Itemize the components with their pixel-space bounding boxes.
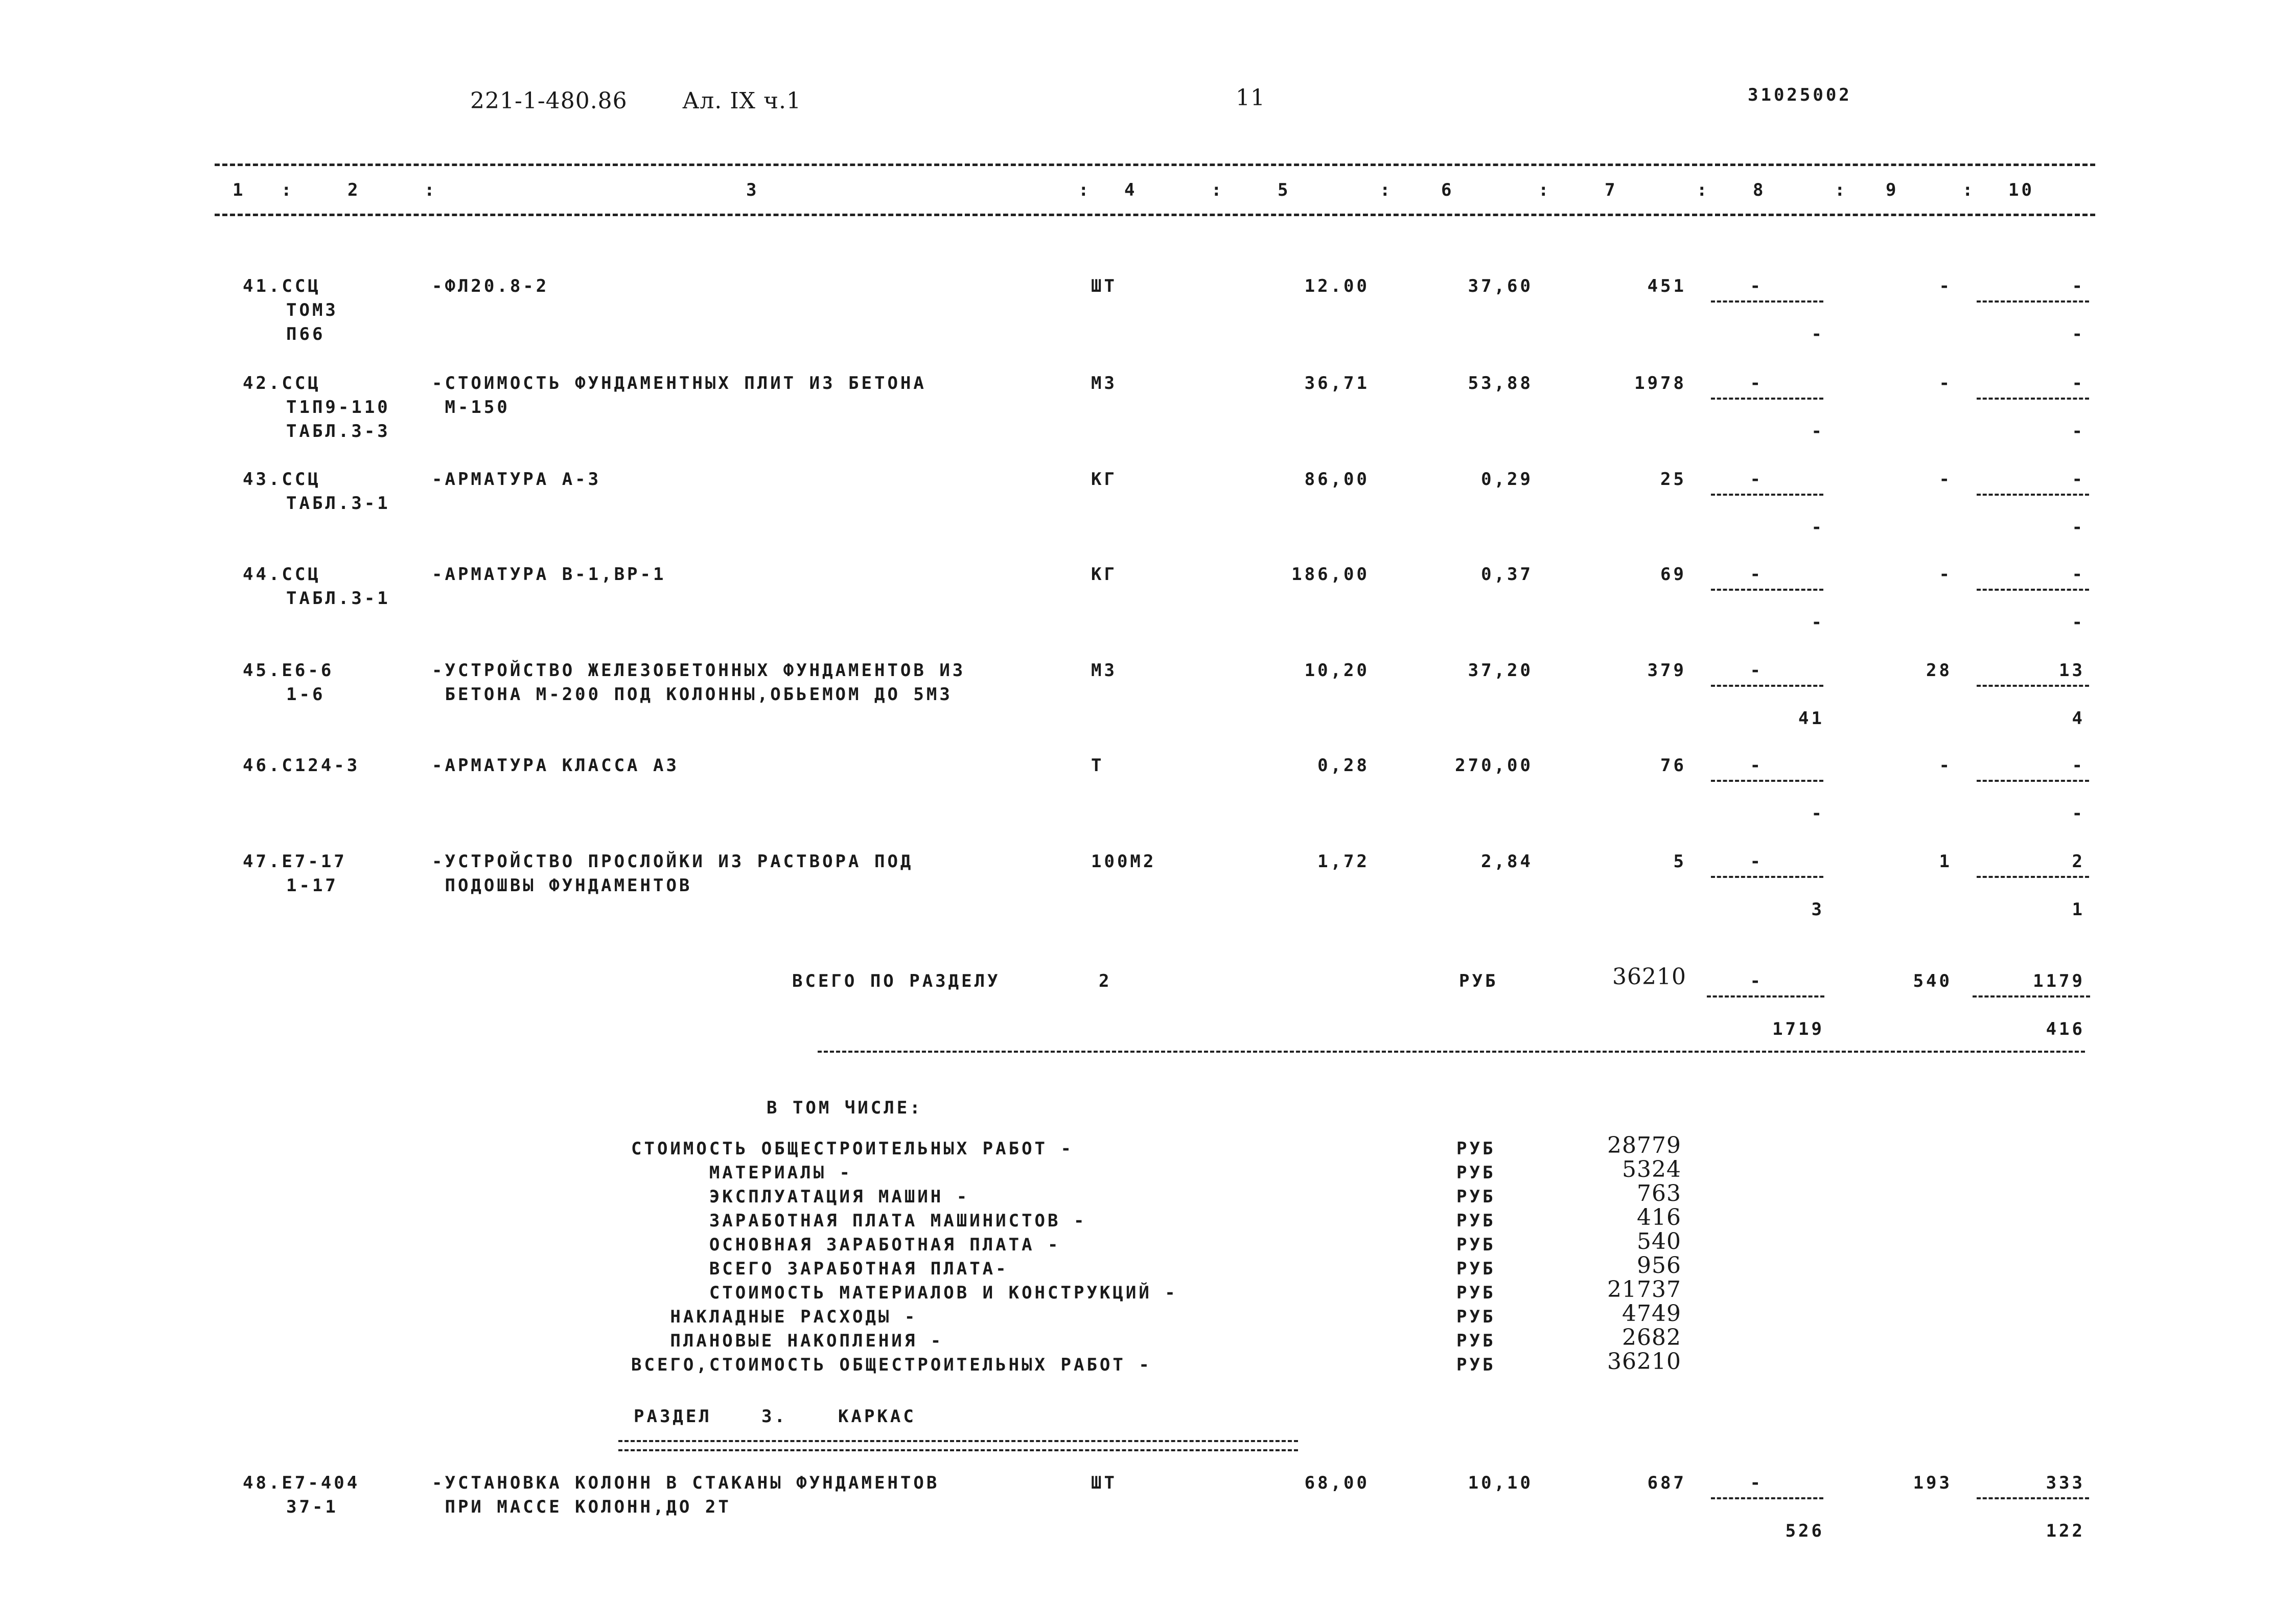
column-number: 5	[1278, 180, 1291, 200]
breakdown-value: 36210	[1607, 1349, 1681, 1375]
row-47-unit-price: 2,84	[1481, 851, 1533, 872]
row-41-col10-top: -	[2072, 276, 2085, 296]
row-47-col10-top: 2	[2072, 851, 2085, 872]
row-44-total: 69	[1660, 564, 1686, 585]
row-47-quantity: 1,72	[1317, 851, 1370, 872]
row-46-col9: -	[1939, 755, 1952, 776]
row-43-code: 43.ССЦ	[243, 469, 321, 490]
column-separator: :	[1380, 180, 1393, 200]
row-48-col10-top: 333	[2046, 1473, 2085, 1493]
breakdown-value: 4749	[1622, 1301, 1681, 1327]
section3-title: КАРКАС	[838, 1406, 916, 1427]
section-total-col10-top: 1179	[2033, 971, 2085, 991]
row-44-col10-bottom: -	[2072, 612, 2085, 633]
row-45-unit-price: 37,20	[1468, 660, 1533, 681]
column-number: 8	[1753, 180, 1766, 200]
row-41-col9: -	[1939, 276, 1952, 296]
row-45-col8-bottom: 41	[1798, 708, 1824, 729]
row-48-unit: ШТ	[1091, 1473, 1117, 1493]
breakdown-unit: РУБ	[1456, 1187, 1496, 1207]
row-48-col8-rule	[1711, 1497, 1823, 1499]
row-46-col8-bottom: -	[1811, 803, 1824, 824]
row-46-unit: Т	[1091, 755, 1104, 776]
column-separator: :	[281, 180, 294, 200]
row-47-col8-top: -	[1750, 851, 1763, 872]
row-43-quantity: 86,00	[1304, 469, 1370, 490]
row-48-col10-bottom: 122	[2046, 1521, 2085, 1541]
row-43-total: 25	[1660, 469, 1686, 490]
row-42-unit-price: 53,88	[1468, 373, 1533, 393]
row-42-col8-rule	[1711, 398, 1823, 400]
row-48-quantity: 68,00	[1304, 1473, 1370, 1493]
breakdown-unit: РУБ	[1456, 1307, 1496, 1327]
row-46-quantity: 0,28	[1317, 755, 1370, 776]
row-47-col10-rule	[1977, 876, 2089, 878]
breakdown-label: ПЛАНОВЫЕ НАКОПЛЕНИЯ -	[631, 1331, 944, 1351]
section-total-value: 36210	[1612, 964, 1686, 990]
row-43-col8-bottom: -	[1811, 517, 1824, 538]
row-48-col9: 193	[1913, 1473, 1952, 1493]
row-41-code: ТОМ3	[286, 300, 338, 320]
including-label: В ТОМ ЧИСЛЕ:	[767, 1098, 923, 1118]
row-48-unit-price: 10,10	[1468, 1473, 1533, 1493]
row-42-unit: М3	[1091, 373, 1117, 393]
row-41-total: 451	[1647, 276, 1686, 296]
breakdown-value: 763	[1637, 1180, 1681, 1207]
row-42-quantity: 36,71	[1304, 373, 1370, 393]
row-47-description: -УСТРОЙСТВО ПРОСЛОЙКИ ИЗ РАСТВОРА ПОД	[432, 851, 914, 872]
breakdown-unit: РУБ	[1456, 1283, 1496, 1303]
section3-double-rule	[618, 1440, 1298, 1451]
breakdown-unit: РУБ	[1456, 1211, 1496, 1231]
row-41-col10-rule	[1977, 300, 2089, 303]
section-total-col10-rule	[1973, 995, 2090, 997]
row-43-col9: -	[1939, 469, 1952, 490]
row-44-quantity: 186,00	[1291, 564, 1370, 585]
row-41-col10-bottom: -	[2072, 324, 2085, 344]
column-number: 3	[746, 180, 759, 200]
row-44-col10-top: -	[2072, 564, 2085, 585]
row-42-total: 1978	[1634, 373, 1686, 393]
section-total-col8-bottom: 1719	[1772, 1019, 1824, 1039]
breakdown-label: ЗАРАБОТНАЯ ПЛАТА МАШИНИСТОВ -	[631, 1211, 1087, 1231]
column-number: 1	[233, 180, 246, 200]
column-separator: :	[1538, 180, 1551, 200]
breakdown-unit: РУБ	[1456, 1331, 1496, 1351]
breakdown-label: СТОИМОСТЬ ОБЩЕСТРОИТЕЛЬНЫХ РАБОТ -	[631, 1139, 1074, 1159]
breakdown-label: МАТЕРИАЛЫ -	[631, 1163, 852, 1183]
breakdown-label: ОСНОВНАЯ ЗАРАБОТНАЯ ПЛАТА -	[631, 1235, 1061, 1255]
breakdown-label: НАКЛАДНЫЕ РАСХОДЫ -	[631, 1307, 918, 1327]
row-45-col10-top: 13	[2059, 660, 2085, 681]
column-number: 7	[1605, 180, 1618, 200]
row-48-description: -УСТАНОВКА КОЛОНН В СТАКАНЫ ФУНДАМЕНТОВ	[432, 1473, 940, 1493]
breakdown-value: 5324	[1622, 1156, 1681, 1182]
row-43-col8-top: -	[1750, 469, 1763, 490]
album-ref: Ал. IX ч.1	[682, 88, 802, 114]
row-42-code: 42.ССЦ	[243, 373, 321, 393]
row-44-col8-bottom: -	[1811, 612, 1824, 633]
section-total-section: 2	[1099, 971, 1112, 991]
row-47-col9: 1	[1939, 851, 1952, 872]
row-46-col8-top: -	[1750, 755, 1763, 776]
row-45-code: 1-6	[286, 684, 326, 705]
breakdown-value: 21737	[1607, 1277, 1681, 1303]
row-45-col10-bottom: 4	[2072, 708, 2085, 729]
header-bottom-rule	[215, 214, 2095, 216]
breakdown-value: 540	[1637, 1228, 1681, 1255]
section-total-long-rule	[818, 1051, 2085, 1053]
row-45-description: БЕТОНА М-200 ПОД КОЛОННЫ,ОБЬЕМОМ ДО 5М3	[432, 684, 953, 705]
column-number: 4	[1124, 180, 1138, 200]
row-48-total: 687	[1647, 1473, 1686, 1493]
row-45-code: 45.Е6-6	[243, 660, 334, 681]
breakdown-value: 2682	[1622, 1325, 1681, 1351]
row-44-unit: КГ	[1091, 564, 1117, 585]
row-42-code: ТАБЛ.3-3	[286, 421, 390, 442]
row-41-col8-top: -	[1750, 276, 1763, 296]
breakdown-unit: РУБ	[1456, 1163, 1496, 1183]
row-47-col8-bottom: 3	[1811, 899, 1824, 920]
row-41-col8-rule	[1711, 300, 1823, 303]
breakdown-label: ЭКСПЛУАТАЦИЯ МАШИН -	[631, 1187, 970, 1207]
row-42-col8-top: -	[1750, 373, 1763, 393]
row-45-col8-top: -	[1750, 660, 1763, 681]
breakdown-unit: РУБ	[1456, 1355, 1496, 1375]
row-41-code: 41.ССЦ	[243, 276, 321, 296]
row-45-unit: М3	[1091, 660, 1117, 681]
column-separator: :	[1078, 180, 1092, 200]
section-total-col9: 540	[1913, 971, 1952, 991]
row-47-total: 5	[1673, 851, 1686, 872]
row-42-description: -СТОИМОСТЬ ФУНДАМЕНТНЫХ ПЛИТ ИЗ БЕТОНА	[432, 373, 926, 393]
row-47-unit: 100М2	[1091, 851, 1156, 872]
row-46-col10-top: -	[2072, 755, 2085, 776]
breakdown-unit: РУБ	[1456, 1139, 1496, 1159]
row-45-quantity: 10,20	[1304, 660, 1370, 681]
row-46-code: 46.С124-3	[243, 755, 360, 776]
row-43-col8-rule	[1711, 494, 1823, 496]
page-number: 11	[1236, 85, 1265, 111]
row-45-total: 379	[1647, 660, 1686, 681]
column-separator: :	[1835, 180, 1848, 200]
row-42-col10-top: -	[2072, 373, 2085, 393]
row-42-col9: -	[1939, 373, 1952, 393]
column-separator: :	[424, 180, 437, 200]
row-48-col10-rule	[1977, 1497, 2089, 1499]
row-45-col9: 28	[1926, 660, 1952, 681]
row-47-description: ПОДОШВЫ ФУНДАМЕНТОВ	[432, 875, 692, 896]
row-46-col10-bottom: -	[2072, 803, 2085, 824]
row-43-col10-top: -	[2072, 469, 2085, 490]
header-top-rule	[215, 164, 2095, 166]
column-number: 2	[347, 180, 361, 200]
row-44-col8-rule	[1711, 589, 1823, 591]
breakdown-label: ВСЕГО ЗАРАБОТНАЯ ПЛАТА-	[631, 1259, 1009, 1279]
row-47-code: 1-17	[286, 875, 338, 896]
row-47-col10-bottom: 1	[2072, 899, 2085, 920]
row-46-col10-rule	[1977, 780, 2089, 782]
row-43-description: -АРМАТУРА А-3	[432, 469, 601, 490]
section-total-unit: РУБ	[1459, 971, 1498, 991]
column-separator: :	[1211, 180, 1224, 200]
row-41-code: П66	[286, 324, 326, 344]
column-number: 6	[1441, 180, 1454, 200]
column-number: 10	[2008, 180, 2034, 200]
section-total-col8-top: -	[1750, 971, 1763, 991]
row-43-code: ТАБЛ.3-1	[286, 493, 390, 514]
row-48-code: 37-1	[286, 1497, 338, 1517]
row-44-unit-price: 0,37	[1481, 564, 1533, 585]
row-44-col8-top: -	[1750, 564, 1763, 585]
row-44-col9: -	[1939, 564, 1952, 585]
row-46-unit-price: 270,00	[1455, 755, 1533, 776]
row-43-col10-bottom: -	[2072, 517, 2085, 538]
row-44-description: -АРМАТУРА В-1,ВР-1	[432, 564, 666, 585]
breakdown-label: ВСЕГО,СТОИМОСТЬ ОБЩЕСТРОИТЕЛЬНЫХ РАБОТ -	[631, 1355, 1152, 1375]
breakdown-unit: РУБ	[1456, 1235, 1496, 1255]
row-44-code: 44.ССЦ	[243, 564, 321, 585]
row-48-code: 48.Е7-404	[243, 1473, 360, 1493]
row-41-quantity: 12.00	[1304, 276, 1370, 296]
column-separator: :	[1697, 180, 1710, 200]
row-42-description: М-150	[432, 397, 510, 417]
row-46-description: -АРМАТУРА КЛАССА А3	[432, 755, 679, 776]
breakdown-value: 28779	[1607, 1132, 1681, 1158]
row-44-col10-rule	[1977, 589, 2089, 591]
column-separator: :	[1962, 180, 1976, 200]
row-43-unit-price: 0,29	[1481, 469, 1533, 490]
column-number: 9	[1886, 180, 1899, 200]
row-48-description: ПРИ МАССЕ КОЛОНН,ДО 2Т	[432, 1497, 731, 1517]
row-47-code: 47.Е7-17	[243, 851, 347, 872]
row-45-col10-rule	[1977, 685, 2089, 687]
row-42-code: Т1П9-110	[286, 397, 390, 417]
row-48-col8-bottom: 526	[1785, 1521, 1824, 1541]
section3-number: 3.	[761, 1406, 787, 1427]
row-47-col8-rule	[1711, 876, 1823, 878]
row-42-col10-rule	[1977, 398, 2089, 400]
breakdown-value: 956	[1637, 1252, 1681, 1279]
row-46-total: 76	[1660, 755, 1686, 776]
doc-code: 221-1-480.86	[470, 88, 628, 114]
row-41-description: -ФЛ20.8-2	[432, 276, 549, 296]
row-43-unit: КГ	[1091, 469, 1117, 490]
row-41-unit-price: 37,60	[1468, 276, 1533, 296]
row-41-unit: ШТ	[1091, 276, 1117, 296]
row-42-col10-bottom: -	[2072, 421, 2085, 442]
section-total-col8-rule	[1707, 995, 1824, 997]
section-total-col10-bottom: 416	[2046, 1019, 2085, 1039]
row-45-col8-rule	[1711, 685, 1823, 687]
row-43-col10-rule	[1977, 494, 2089, 496]
row-48-col8-top: -	[1750, 1473, 1763, 1493]
section-total-label: ВСЕГО ПО РАЗДЕЛУ	[792, 971, 1001, 991]
row-45-description: -УСТРОЙСТВО ЖЕЛЕЗОБЕТОННЫХ ФУНДАМЕНТОВ ИЗ	[432, 660, 966, 681]
row-44-code: ТАБЛ.3-1	[286, 588, 390, 609]
row-42-col8-bottom: -	[1811, 421, 1824, 442]
row-41-col8-bottom: -	[1811, 324, 1824, 344]
breakdown-label: СТОИМОСТЬ МАТЕРИАЛОВ И КОНСТРУКЦИЙ -	[631, 1283, 1178, 1303]
section3-label: РАЗДЕЛ	[634, 1406, 712, 1427]
row-46-col8-rule	[1711, 780, 1823, 782]
breakdown-unit: РУБ	[1456, 1259, 1496, 1279]
breakdown-value: 416	[1637, 1204, 1681, 1231]
document-number: 31025002	[1748, 85, 1852, 105]
